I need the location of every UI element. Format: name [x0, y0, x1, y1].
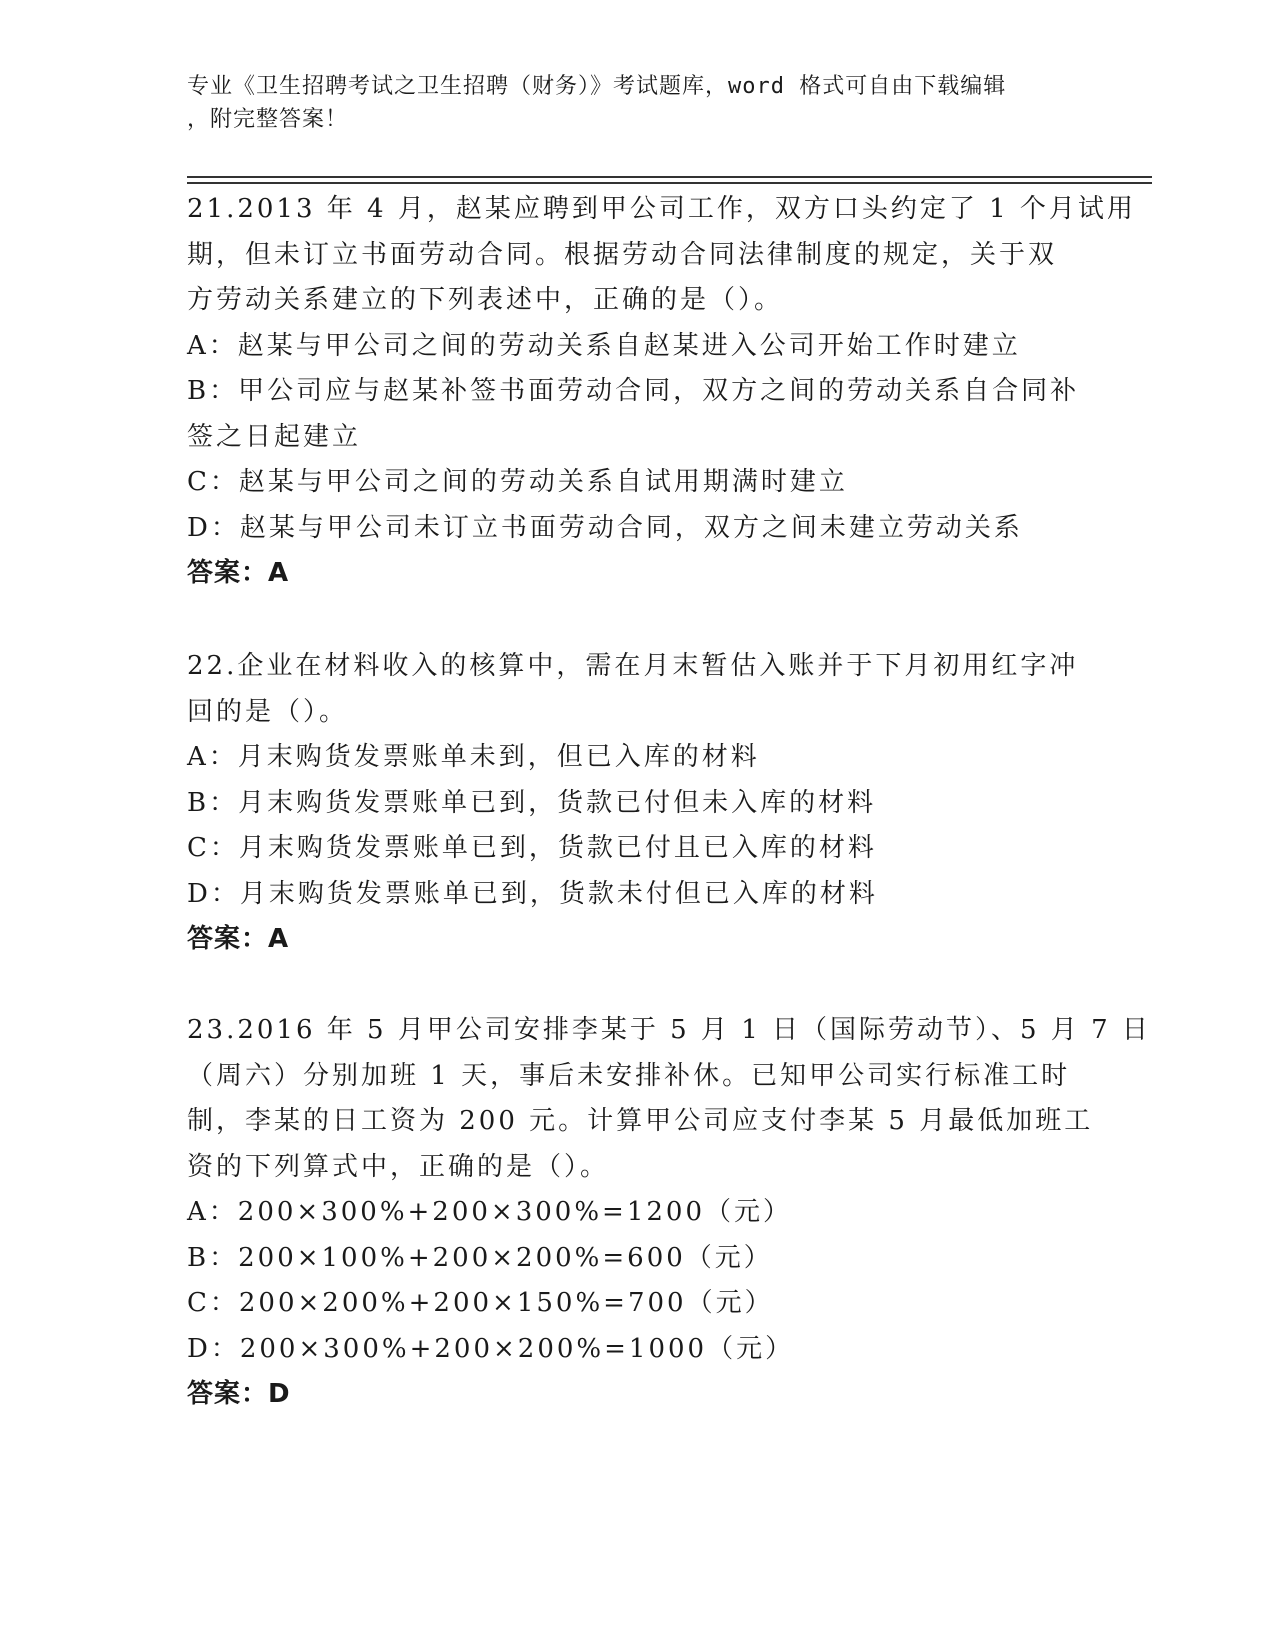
question-22 — [187, 644, 1087, 963]
option-c: C：月末购货发票账单已到，货款已付且已入库的材料 — [187, 833, 877, 863]
question-stem-line: （周六）分别加班 1 天，事后未安排补休。已知甲公司实行标准工时 — [187, 1060, 1071, 1091]
option-b-continued: 签之日起建立 — [187, 421, 362, 452]
option-a: A：200×300%+200×300%=1200（元） — [187, 1197, 792, 1227]
option-c: C：赵某与甲公司之间的劳动关系自试用期满时建立 — [187, 467, 848, 497]
question-stem-line: 回的是（）。 — [187, 696, 349, 727]
option-a: A：月末购货发票账单未到，但已入库的材料 — [187, 742, 760, 772]
answer-label: 答案：A — [187, 924, 290, 954]
header-line-2: ，附完整答案！ — [187, 107, 349, 132]
answer-label: 答案：A — [187, 558, 290, 588]
header-divider-bottom — [187, 182, 1152, 184]
question-stem-line: 制，李某的日工资为 200 元。计算甲公司应支付李某 5 月最低加班工 — [187, 1106, 1094, 1136]
header-line-1: 专业《卫生招聘考试之卫生招聘（财务）》考试题库，word 格式可自由下载编辑 — [187, 74, 1007, 99]
option-b: B：甲公司应与赵某补签书面劳动合同，双方之间的劳动关系自合同补 — [187, 376, 1080, 406]
option-d: D：月末购货发票账单已到，货款未付但已入库的材料 — [187, 878, 878, 909]
answer-label: 答案：D — [187, 1379, 291, 1409]
question-stem-line: 方劳动关系建立的下列表述中，正确的是（）。 — [187, 285, 784, 315]
question-stem-line: 23.2016 年 5 月甲公司安排李某于 5 月 1 日（国际劳动节）、5 月 7 日 — [187, 1015, 1151, 1045]
question-stem-line: 22.企业在材料收入的核算中，需在月末暂估入账并于下月初用红字冲 — [187, 651, 1079, 681]
option-b: B：200×100%+200×200%=600（元） — [187, 1242, 773, 1273]
question-23 — [187, 1008, 1151, 1418]
question-stem-line: 21.2013 年 4 月，赵某应聘到甲公司工作，双方口头约定了 1 个月试用 — [187, 194, 1136, 224]
option-a: A：赵某与甲公司之间的劳动关系自赵某进入公司开始工作时建立 — [187, 330, 1021, 361]
document-header — [187, 70, 1087, 136]
question-stem-line: 资的下列算式中，正确的是（）。 — [187, 1151, 610, 1182]
question-21 — [187, 187, 1136, 597]
option-b: B：月末购货发票账单已到，货款已付但未入库的材料 — [187, 787, 877, 818]
question-stem-line: 期，但未订立书面劳动合同。根据劳动合同法律制度的规定，关于双 — [187, 239, 1058, 270]
option-d: D：200×300%+200×200%=1000（元） — [187, 1333, 795, 1364]
option-d: D：赵某与甲公司未订立书面劳动合同，双方之间未建立劳动关系 — [187, 512, 1023, 543]
option-c: C：200×200%+200×150%=700（元） — [187, 1288, 774, 1318]
header-divider-top — [187, 176, 1152, 178]
